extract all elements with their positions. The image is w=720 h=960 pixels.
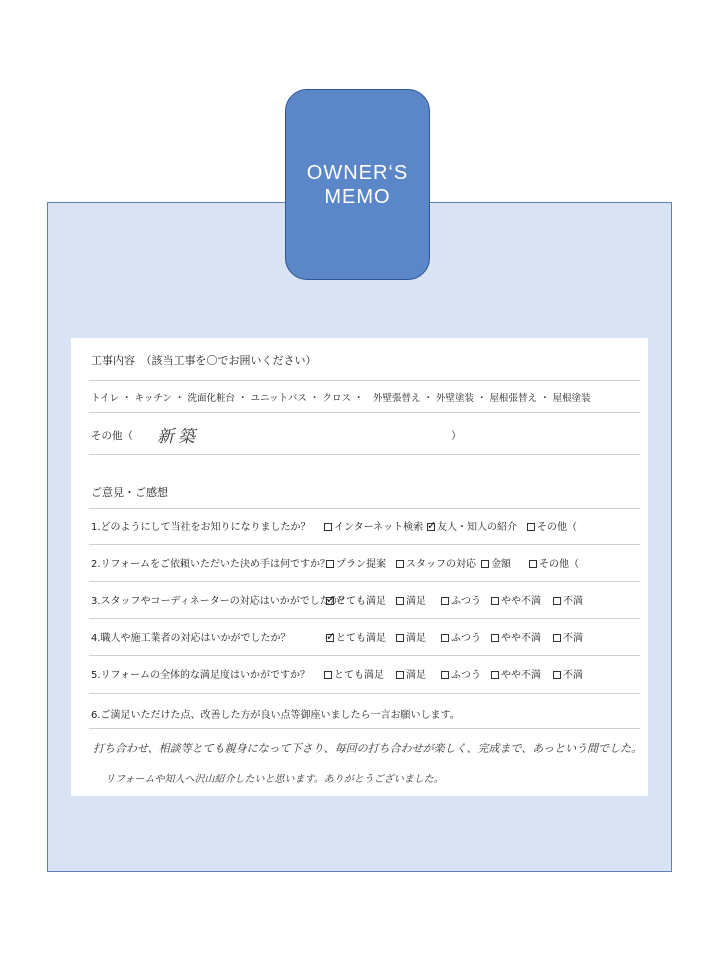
- option-label: やや不満: [501, 596, 541, 607]
- checkbox-icon[interactable]: [491, 597, 499, 605]
- checkbox-icon[interactable]: [553, 597, 561, 605]
- option-label: 満足: [406, 596, 426, 607]
- checkbox-icon[interactable]: [491, 671, 499, 679]
- other-label: その他（: [91, 430, 133, 442]
- question-4-option[interactable]: [326, 629, 386, 644]
- owners-memo-badge: [285, 89, 430, 280]
- option-label: その他（: [539, 559, 579, 570]
- checkbox-icon[interactable]: [324, 671, 332, 679]
- other-close: ）: [451, 430, 462, 442]
- question-2: 2.リフォームをご依頼いただいた決め手は何ですか？: [91, 559, 331, 570]
- question-3-option[interactable]: [491, 592, 541, 607]
- option-label: やや不満: [501, 633, 541, 644]
- question-1: 1.どのようにして当社をお知りになりましたか？: [91, 522, 311, 533]
- checkbox-icon[interactable]: [441, 634, 449, 642]
- option-label: 不満: [563, 596, 583, 607]
- divider: [89, 655, 640, 656]
- checkbox-icon[interactable]: [326, 560, 334, 568]
- badge-line-1: OWNER‘S: [306, 161, 409, 184]
- checkbox-icon[interactable]: [324, 523, 332, 531]
- question-5-option[interactable]: [324, 666, 384, 681]
- option-label: ふつう: [451, 670, 481, 681]
- work-title: 工事内容 （該当工事を〇でお囲いください）: [91, 354, 317, 367]
- question-6: 6.ご満足いただけた点、改善した方が良い点等御座いましたら一言お願いします。: [91, 710, 460, 721]
- checkbox-icon[interactable]: [441, 597, 449, 605]
- divider: [89, 618, 640, 619]
- question-5-option[interactable]: [396, 666, 426, 681]
- option-label: とても満足: [336, 633, 386, 644]
- question-1-option[interactable]: [324, 518, 423, 533]
- opinion-title: ご意見・ご感想: [91, 486, 168, 499]
- question-2-option[interactable]: [326, 555, 386, 570]
- question-4: 4.職人や施工業者の対応はいかがでしたか？: [91, 633, 291, 644]
- question-5-option[interactable]: [441, 666, 481, 681]
- checkbox-icon[interactable]: [553, 671, 561, 679]
- divider: [89, 693, 640, 694]
- question-3-option[interactable]: [326, 592, 386, 607]
- work-items: トイレ ・ キッチン ・ 洗面化粧台 ・ ユニットバス ・ クロス ・ 外壁張替え ・ 外壁塗装 ・ 屋根張替え ・ 屋根塗装: [91, 393, 591, 404]
- checkbox-icon[interactable]: [481, 560, 489, 568]
- checkbox-icon[interactable]: [441, 671, 449, 679]
- option-label: プラン提案: [336, 559, 386, 570]
- question-3-option[interactable]: [396, 592, 426, 607]
- comment-line-2: リフォームや知人へ沢山紹介したいと思います。ありがとうございました。: [105, 774, 444, 785]
- option-label: ふつう: [451, 633, 481, 644]
- question-2-option[interactable]: [529, 555, 579, 570]
- question-4-option[interactable]: [553, 629, 583, 644]
- option-label: とても満足: [336, 596, 386, 607]
- question-4-option[interactable]: [441, 629, 481, 644]
- divider: [89, 412, 640, 413]
- question-5: 5.リフォームの全体的な満足度はいかがですか？: [91, 670, 311, 681]
- checkbox-icon[interactable]: [326, 597, 334, 605]
- question-2-option[interactable]: [396, 555, 476, 570]
- option-label: その他（: [537, 522, 577, 533]
- checkbox-icon[interactable]: [529, 560, 537, 568]
- option-label: 満足: [406, 633, 426, 644]
- checkbox-icon[interactable]: [326, 634, 334, 642]
- question-3-option[interactable]: [553, 592, 583, 607]
- question-4-option[interactable]: [491, 629, 541, 644]
- question-4-option[interactable]: [396, 629, 426, 644]
- badge-line-2: MEMO: [324, 185, 391, 208]
- checkbox-icon[interactable]: [396, 560, 404, 568]
- option-label: とても満足: [334, 670, 384, 681]
- checkbox-icon[interactable]: [396, 634, 404, 642]
- option-label: 不満: [563, 670, 583, 681]
- checkbox-icon[interactable]: [491, 634, 499, 642]
- question-1-option[interactable]: [527, 518, 577, 533]
- question-3: 3.スタッフやコーディネーターの対応はいかがでしたか？: [91, 596, 350, 607]
- question-5-option[interactable]: [553, 666, 583, 681]
- question-2-option[interactable]: [481, 555, 511, 570]
- checkbox-icon[interactable]: [396, 671, 404, 679]
- option-label: やや不満: [501, 670, 541, 681]
- option-label: ふつう: [451, 596, 481, 607]
- option-label: 不満: [563, 633, 583, 644]
- divider: [89, 380, 640, 381]
- option-label: インターネット検索: [334, 522, 424, 533]
- divider: [89, 581, 640, 582]
- survey-sheet: [71, 338, 648, 796]
- option-label: 金額: [491, 559, 511, 570]
- other-handwritten: 新築: [157, 427, 199, 447]
- question-5-option[interactable]: [491, 666, 541, 681]
- checkbox-icon[interactable]: [527, 523, 535, 531]
- question-1-option[interactable]: [427, 518, 517, 533]
- checkbox-icon[interactable]: [427, 523, 435, 531]
- question-3-option[interactable]: [441, 592, 481, 607]
- checkbox-icon[interactable]: [553, 634, 561, 642]
- option-label: 友人・知人の紹介: [437, 522, 517, 533]
- option-label: 満足: [406, 670, 426, 681]
- divider: [89, 454, 640, 455]
- checkbox-icon[interactable]: [396, 597, 404, 605]
- divider: [89, 728, 640, 729]
- comment-line-1: 打ち合わせ、相談等とても親身になって下さり、毎回の打ち合わせが楽しく、完成まで、あっという間でした。: [93, 742, 643, 755]
- divider: [89, 544, 640, 545]
- option-label: スタッフの対応: [406, 559, 476, 570]
- divider: [89, 508, 640, 509]
